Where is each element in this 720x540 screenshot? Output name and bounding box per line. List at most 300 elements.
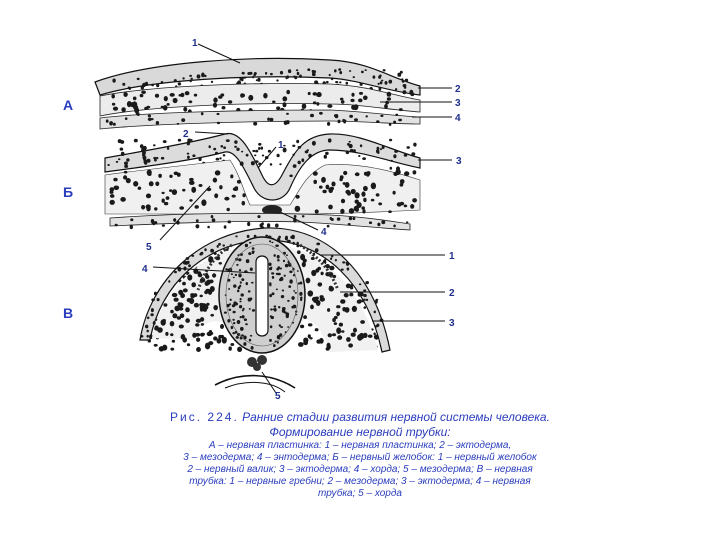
cell-nucleus bbox=[239, 269, 241, 271]
cell-nucleus bbox=[248, 95, 253, 101]
cell-nucleus bbox=[236, 148, 239, 151]
cell-nucleus bbox=[251, 282, 254, 284]
cell-nucleus bbox=[118, 158, 120, 160]
cell-nucleus bbox=[228, 288, 230, 290]
cell-nucleus bbox=[206, 303, 209, 306]
cell-nucleus bbox=[285, 236, 288, 239]
cell-nucleus bbox=[233, 322, 235, 324]
cell-nucleus bbox=[128, 87, 130, 89]
cell-nucleus bbox=[213, 178, 217, 183]
cell-nucleus bbox=[326, 81, 329, 83]
cell-nucleus bbox=[324, 155, 327, 159]
panel-c-label-4: 4 bbox=[142, 264, 148, 275]
cell-nucleus bbox=[195, 205, 199, 209]
cell-nucleus bbox=[189, 199, 192, 202]
cell-nucleus bbox=[219, 262, 222, 265]
cell-nucleus bbox=[246, 154, 249, 157]
cell-nucleus bbox=[336, 305, 340, 308]
cell-nucleus bbox=[145, 325, 148, 329]
cell-nucleus bbox=[280, 268, 282, 270]
caption-heading bbox=[40, 410, 680, 425]
cell-nucleus bbox=[242, 315, 245, 318]
cell-nucleus bbox=[345, 190, 350, 194]
cell-nucleus bbox=[310, 305, 314, 310]
cell-nucleus bbox=[340, 299, 345, 304]
cell-nucleus bbox=[182, 282, 186, 286]
cell-nucleus bbox=[224, 197, 229, 201]
cell-nucleus bbox=[121, 152, 125, 156]
cell-nucleus bbox=[276, 268, 279, 271]
cell-nucleus bbox=[254, 155, 256, 157]
cell-nucleus bbox=[270, 308, 272, 310]
cell-nucleus bbox=[343, 121, 346, 123]
cell-nucleus bbox=[353, 217, 356, 220]
cell-nucleus bbox=[319, 112, 323, 115]
cell-nucleus bbox=[110, 194, 115, 198]
cell-nucleus bbox=[295, 206, 301, 212]
cell-nucleus bbox=[190, 139, 192, 141]
cell-nucleus bbox=[274, 254, 276, 257]
cell-nucleus bbox=[297, 270, 299, 272]
cell-nucleus bbox=[162, 224, 165, 226]
cell-nucleus bbox=[220, 335, 224, 338]
cell-nucleus bbox=[239, 285, 241, 288]
cell-nucleus bbox=[261, 147, 264, 150]
cell-nucleus bbox=[295, 292, 297, 294]
cell-nucleus bbox=[209, 330, 212, 334]
cell-nucleus bbox=[326, 185, 330, 190]
cell-nucleus bbox=[327, 104, 332, 108]
cell-nucleus bbox=[330, 187, 334, 191]
cell-nucleus bbox=[413, 143, 416, 147]
cell-nucleus bbox=[255, 150, 258, 153]
cell-nucleus bbox=[257, 215, 260, 218]
cell-nucleus bbox=[339, 71, 342, 74]
cell-nucleus bbox=[313, 101, 317, 104]
cell-nucleus bbox=[182, 77, 184, 79]
cell-nucleus bbox=[205, 281, 210, 286]
cell-nucleus bbox=[180, 293, 185, 298]
cell-nucleus bbox=[350, 99, 354, 102]
cell-nucleus bbox=[376, 120, 379, 123]
cell-nucleus bbox=[289, 271, 292, 274]
cell-nucleus bbox=[179, 206, 184, 210]
cell-nucleus bbox=[189, 100, 193, 103]
cell-nucleus bbox=[296, 245, 299, 247]
cell-nucleus bbox=[133, 181, 138, 187]
cell-nucleus bbox=[388, 210, 392, 213]
cell-nucleus bbox=[311, 257, 315, 260]
cell-nucleus bbox=[109, 121, 113, 125]
cell-nucleus bbox=[329, 286, 334, 291]
cell-nucleus bbox=[210, 314, 214, 317]
cell-nucleus bbox=[313, 180, 317, 184]
cell-nucleus bbox=[382, 146, 385, 149]
cell-nucleus bbox=[124, 165, 128, 168]
cell-nucleus bbox=[410, 204, 414, 209]
cell-nucleus bbox=[172, 313, 177, 318]
cell-nucleus bbox=[257, 78, 260, 82]
cell-nucleus bbox=[110, 200, 115, 205]
cell-nucleus bbox=[137, 114, 140, 116]
cell-nucleus bbox=[145, 82, 148, 86]
cell-nucleus bbox=[302, 215, 305, 217]
figure-title: Ранние стадии развития нервной системы человека. bbox=[242, 410, 550, 424]
cell-nucleus bbox=[223, 146, 226, 149]
cell-nucleus bbox=[199, 157, 202, 161]
cell-nucleus bbox=[308, 334, 311, 338]
cell-nucleus bbox=[353, 328, 357, 333]
cell-nucleus bbox=[283, 260, 285, 262]
cell-nucleus bbox=[288, 285, 291, 288]
cell-nucleus bbox=[206, 289, 211, 292]
cell-nucleus bbox=[252, 247, 255, 250]
cell-nucleus bbox=[269, 263, 272, 267]
cell-nucleus bbox=[355, 207, 359, 212]
cell-nucleus bbox=[221, 145, 224, 148]
cell-nucleus bbox=[330, 257, 332, 260]
cell-nucleus bbox=[349, 70, 351, 72]
cell-nucleus bbox=[196, 219, 199, 222]
cell-nucleus bbox=[384, 104, 388, 109]
cell-nucleus bbox=[335, 81, 338, 83]
cell-nucleus bbox=[112, 79, 115, 83]
cell-nucleus bbox=[394, 150, 398, 153]
cell-nucleus bbox=[298, 146, 302, 149]
cell-nucleus bbox=[353, 149, 356, 152]
cell-nucleus bbox=[351, 93, 354, 97]
cell-nucleus bbox=[364, 306, 367, 309]
cell-nucleus bbox=[235, 186, 239, 189]
cell-nucleus bbox=[390, 167, 393, 170]
cell-nucleus bbox=[211, 81, 213, 83]
cell-nucleus bbox=[308, 92, 311, 95]
cell-nucleus bbox=[379, 87, 382, 91]
cell-nucleus bbox=[170, 310, 174, 314]
cell-nucleus bbox=[328, 205, 333, 210]
cell-nucleus bbox=[217, 122, 220, 124]
cell-nucleus bbox=[273, 344, 276, 347]
cell-nucleus bbox=[240, 281, 242, 284]
cell-nucleus bbox=[247, 235, 250, 238]
cell-nucleus bbox=[232, 332, 235, 334]
cell-nucleus bbox=[167, 147, 169, 150]
cell-nucleus bbox=[278, 306, 280, 308]
cell-nucleus bbox=[340, 98, 344, 101]
cell-nucleus bbox=[404, 205, 408, 208]
cell-nucleus bbox=[315, 210, 319, 214]
cell-nucleus bbox=[214, 193, 218, 198]
cell-nucleus bbox=[126, 158, 129, 161]
cell-nucleus bbox=[289, 175, 292, 178]
cell-nucleus bbox=[110, 187, 115, 191]
cell-nucleus bbox=[187, 261, 190, 264]
cell-nucleus bbox=[401, 78, 403, 80]
cell-nucleus bbox=[271, 242, 273, 244]
cell-nucleus bbox=[155, 182, 159, 187]
cell-nucleus bbox=[308, 323, 313, 326]
cell-nucleus bbox=[147, 317, 149, 320]
cell-nucleus bbox=[164, 202, 168, 205]
cell-nucleus bbox=[276, 106, 280, 110]
cell-nucleus bbox=[312, 73, 316, 76]
cell-nucleus bbox=[114, 186, 120, 191]
cell-nucleus bbox=[398, 119, 402, 122]
cell-nucleus bbox=[148, 339, 151, 342]
cell-nucleus bbox=[327, 122, 330, 126]
panel-c-label-5: 5 bbox=[275, 391, 281, 400]
cell-nucleus bbox=[251, 161, 255, 165]
cell-nucleus bbox=[363, 289, 366, 291]
cell-nucleus bbox=[369, 221, 372, 224]
cell-nucleus bbox=[232, 319, 234, 321]
cell-nucleus bbox=[349, 208, 354, 214]
cell-nucleus bbox=[226, 139, 230, 142]
cell-nucleus bbox=[163, 140, 167, 143]
cell-nucleus bbox=[298, 161, 301, 165]
cell-nucleus bbox=[250, 268, 253, 271]
cell-nucleus bbox=[174, 79, 177, 82]
cell-nucleus bbox=[172, 293, 178, 297]
cell-nucleus bbox=[269, 294, 272, 297]
cell-nucleus bbox=[253, 74, 256, 77]
cell-nucleus bbox=[338, 120, 341, 124]
cell-nucleus bbox=[177, 123, 180, 125]
cell-nucleus bbox=[133, 97, 137, 101]
cell-nucleus bbox=[121, 107, 125, 112]
cell-nucleus bbox=[284, 275, 286, 277]
cell-nucleus bbox=[312, 141, 316, 146]
cell-nucleus bbox=[238, 273, 241, 277]
cell-nucleus bbox=[233, 284, 236, 287]
cell-nucleus bbox=[222, 106, 226, 109]
cell-nucleus bbox=[230, 299, 232, 301]
cell-nucleus bbox=[387, 92, 392, 97]
cell-nucleus bbox=[241, 79, 243, 82]
cell-nucleus bbox=[270, 118, 274, 122]
cell-nucleus bbox=[153, 144, 156, 146]
cell-nucleus bbox=[233, 311, 236, 314]
cell-nucleus bbox=[272, 276, 274, 279]
cell-nucleus bbox=[329, 74, 331, 76]
cell-nucleus bbox=[282, 309, 285, 313]
cell-nucleus bbox=[279, 163, 281, 165]
cell-nucleus bbox=[138, 187, 142, 190]
legend-line: трубка: 1 – нервные гребни; 2 – мезодерма; 3 – эктодерма; 4 – нервная bbox=[189, 476, 531, 487]
cell-nucleus bbox=[315, 297, 319, 300]
cell-nucleus bbox=[244, 318, 247, 321]
cell-nucleus bbox=[240, 298, 242, 300]
cell-nucleus bbox=[216, 158, 220, 161]
cell-nucleus bbox=[402, 90, 406, 94]
cell-nucleus bbox=[358, 292, 362, 296]
cell-nucleus bbox=[293, 290, 295, 292]
cell-nucleus bbox=[348, 223, 351, 226]
cell-nucleus bbox=[163, 105, 168, 111]
cell-nucleus bbox=[230, 343, 234, 346]
cell-nucleus bbox=[328, 138, 332, 142]
cell-nucleus bbox=[247, 222, 250, 226]
cell-nucleus bbox=[245, 323, 248, 325]
cell-nucleus bbox=[279, 278, 282, 281]
cell-nucleus bbox=[157, 327, 163, 333]
cell-nucleus bbox=[172, 189, 177, 195]
cell-nucleus bbox=[405, 79, 408, 82]
cell-nucleus bbox=[248, 252, 251, 255]
cell-nucleus bbox=[346, 262, 349, 265]
cell-nucleus bbox=[269, 240, 271, 242]
cell-nucleus bbox=[296, 140, 299, 143]
cell-nucleus bbox=[334, 114, 337, 117]
cell-nucleus bbox=[358, 99, 362, 103]
cell-nucleus bbox=[406, 221, 409, 223]
cell-nucleus bbox=[183, 107, 187, 112]
cell-nucleus bbox=[308, 154, 312, 158]
cell-nucleus bbox=[338, 68, 341, 71]
cell-nucleus bbox=[155, 94, 159, 98]
cell-nucleus bbox=[331, 218, 334, 221]
panel-b-label-1: 1 bbox=[278, 140, 284, 151]
cell-nucleus bbox=[187, 153, 190, 155]
cell-nucleus bbox=[190, 80, 192, 83]
cell-nucleus bbox=[151, 84, 154, 87]
cell-nucleus bbox=[404, 87, 407, 89]
cell-nucleus bbox=[351, 189, 356, 194]
cell-nucleus bbox=[141, 205, 145, 210]
cell-nucleus bbox=[209, 280, 214, 284]
cell-nucleus bbox=[365, 281, 369, 284]
cell-nucleus bbox=[287, 300, 290, 302]
cell-nucleus bbox=[271, 272, 274, 274]
cell-nucleus bbox=[169, 175, 172, 178]
cell-nucleus bbox=[120, 197, 126, 202]
cell-nucleus bbox=[185, 307, 190, 312]
cell-nucleus bbox=[243, 77, 246, 79]
cell-nucleus bbox=[183, 261, 187, 265]
cell-nucleus bbox=[224, 312, 227, 314]
cell-nucleus bbox=[272, 101, 276, 104]
cell-nucleus bbox=[393, 121, 396, 124]
cell-nucleus bbox=[241, 278, 244, 281]
cell-nucleus bbox=[149, 334, 153, 339]
cell-nucleus bbox=[151, 308, 154, 312]
cell-nucleus bbox=[219, 185, 222, 189]
cell-nucleus bbox=[167, 103, 170, 106]
cell-nucleus bbox=[178, 139, 181, 142]
cell-nucleus bbox=[243, 342, 246, 346]
cell-nucleus bbox=[337, 335, 342, 340]
cell-nucleus bbox=[196, 224, 200, 228]
cell-nucleus bbox=[161, 81, 164, 84]
cell-nucleus bbox=[201, 73, 205, 78]
cell-nucleus bbox=[298, 342, 304, 347]
cell-nucleus bbox=[174, 271, 177, 273]
cell-nucleus bbox=[270, 315, 272, 317]
cell-nucleus bbox=[278, 236, 281, 239]
cell-nucleus bbox=[362, 209, 365, 213]
cell-nucleus bbox=[196, 348, 200, 351]
cell-nucleus bbox=[283, 102, 287, 107]
cell-nucleus bbox=[113, 107, 118, 111]
panel-a-label-2: 2 bbox=[455, 84, 461, 95]
cell-nucleus bbox=[293, 305, 297, 309]
cell-nucleus bbox=[307, 68, 310, 71]
cell-nucleus bbox=[201, 323, 204, 326]
cell-nucleus bbox=[250, 335, 252, 337]
cell-nucleus bbox=[234, 140, 237, 144]
cell-nucleus bbox=[161, 157, 164, 160]
cell-nucleus bbox=[280, 71, 283, 75]
panel-c-label-2: 2 bbox=[449, 288, 455, 299]
cell-nucleus bbox=[240, 327, 244, 331]
cell-nucleus bbox=[269, 282, 271, 285]
cell-nucleus bbox=[141, 91, 146, 94]
cell-nucleus bbox=[235, 274, 237, 276]
cell-nucleus bbox=[363, 198, 366, 202]
cell-nucleus bbox=[265, 235, 268, 237]
cell-nucleus bbox=[147, 330, 149, 333]
cell-nucleus bbox=[381, 220, 385, 224]
cell-nucleus bbox=[302, 104, 307, 109]
panel-a-label-4: 4 bbox=[455, 113, 461, 124]
cell-nucleus bbox=[142, 151, 146, 155]
cell-nucleus bbox=[148, 115, 151, 118]
cell-nucleus bbox=[335, 259, 337, 261]
cell-nucleus bbox=[363, 299, 366, 301]
panel-a-label-3: 3 bbox=[455, 98, 461, 109]
cell-nucleus bbox=[340, 209, 344, 214]
cell-nucleus bbox=[399, 108, 403, 111]
cell-nucleus bbox=[223, 154, 226, 156]
cell-nucleus bbox=[347, 143, 350, 146]
cell-nucleus bbox=[380, 115, 383, 117]
cell-nucleus bbox=[148, 118, 152, 121]
cell-nucleus bbox=[404, 154, 408, 157]
cell-nucleus bbox=[285, 76, 287, 79]
cell-nucleus bbox=[163, 303, 167, 306]
cell-nucleus bbox=[287, 240, 291, 243]
cell-nucleus bbox=[337, 217, 341, 220]
cell-nucleus bbox=[192, 154, 195, 157]
cell-nucleus bbox=[277, 255, 280, 259]
cell-nucleus bbox=[157, 298, 160, 301]
cell-nucleus bbox=[263, 93, 267, 99]
cell-nucleus bbox=[222, 244, 225, 246]
panel-a-label-1: 1 bbox=[192, 38, 198, 49]
cell-nucleus bbox=[315, 248, 319, 252]
cell-nucleus bbox=[237, 290, 239, 293]
cell-nucleus bbox=[267, 118, 270, 121]
cell-nucleus bbox=[361, 206, 365, 209]
cell-nucleus bbox=[213, 305, 218, 310]
cell-nucleus bbox=[172, 340, 175, 343]
cell-nucleus bbox=[359, 283, 362, 285]
cell-nucleus bbox=[147, 173, 151, 176]
cell-nucleus bbox=[227, 208, 230, 212]
cell-nucleus bbox=[276, 79, 278, 81]
cell-nucleus bbox=[237, 180, 241, 184]
cell-nucleus bbox=[107, 164, 110, 166]
cell-nucleus bbox=[276, 289, 278, 291]
cell-nucleus bbox=[336, 312, 340, 317]
cell-nucleus bbox=[320, 297, 325, 302]
cell-nucleus bbox=[161, 319, 166, 325]
cell-nucleus bbox=[268, 150, 271, 153]
cell-nucleus bbox=[292, 154, 294, 156]
cell-nucleus bbox=[346, 150, 350, 154]
cell-nucleus bbox=[208, 341, 213, 345]
panel-c-label-3: 3 bbox=[449, 318, 455, 329]
